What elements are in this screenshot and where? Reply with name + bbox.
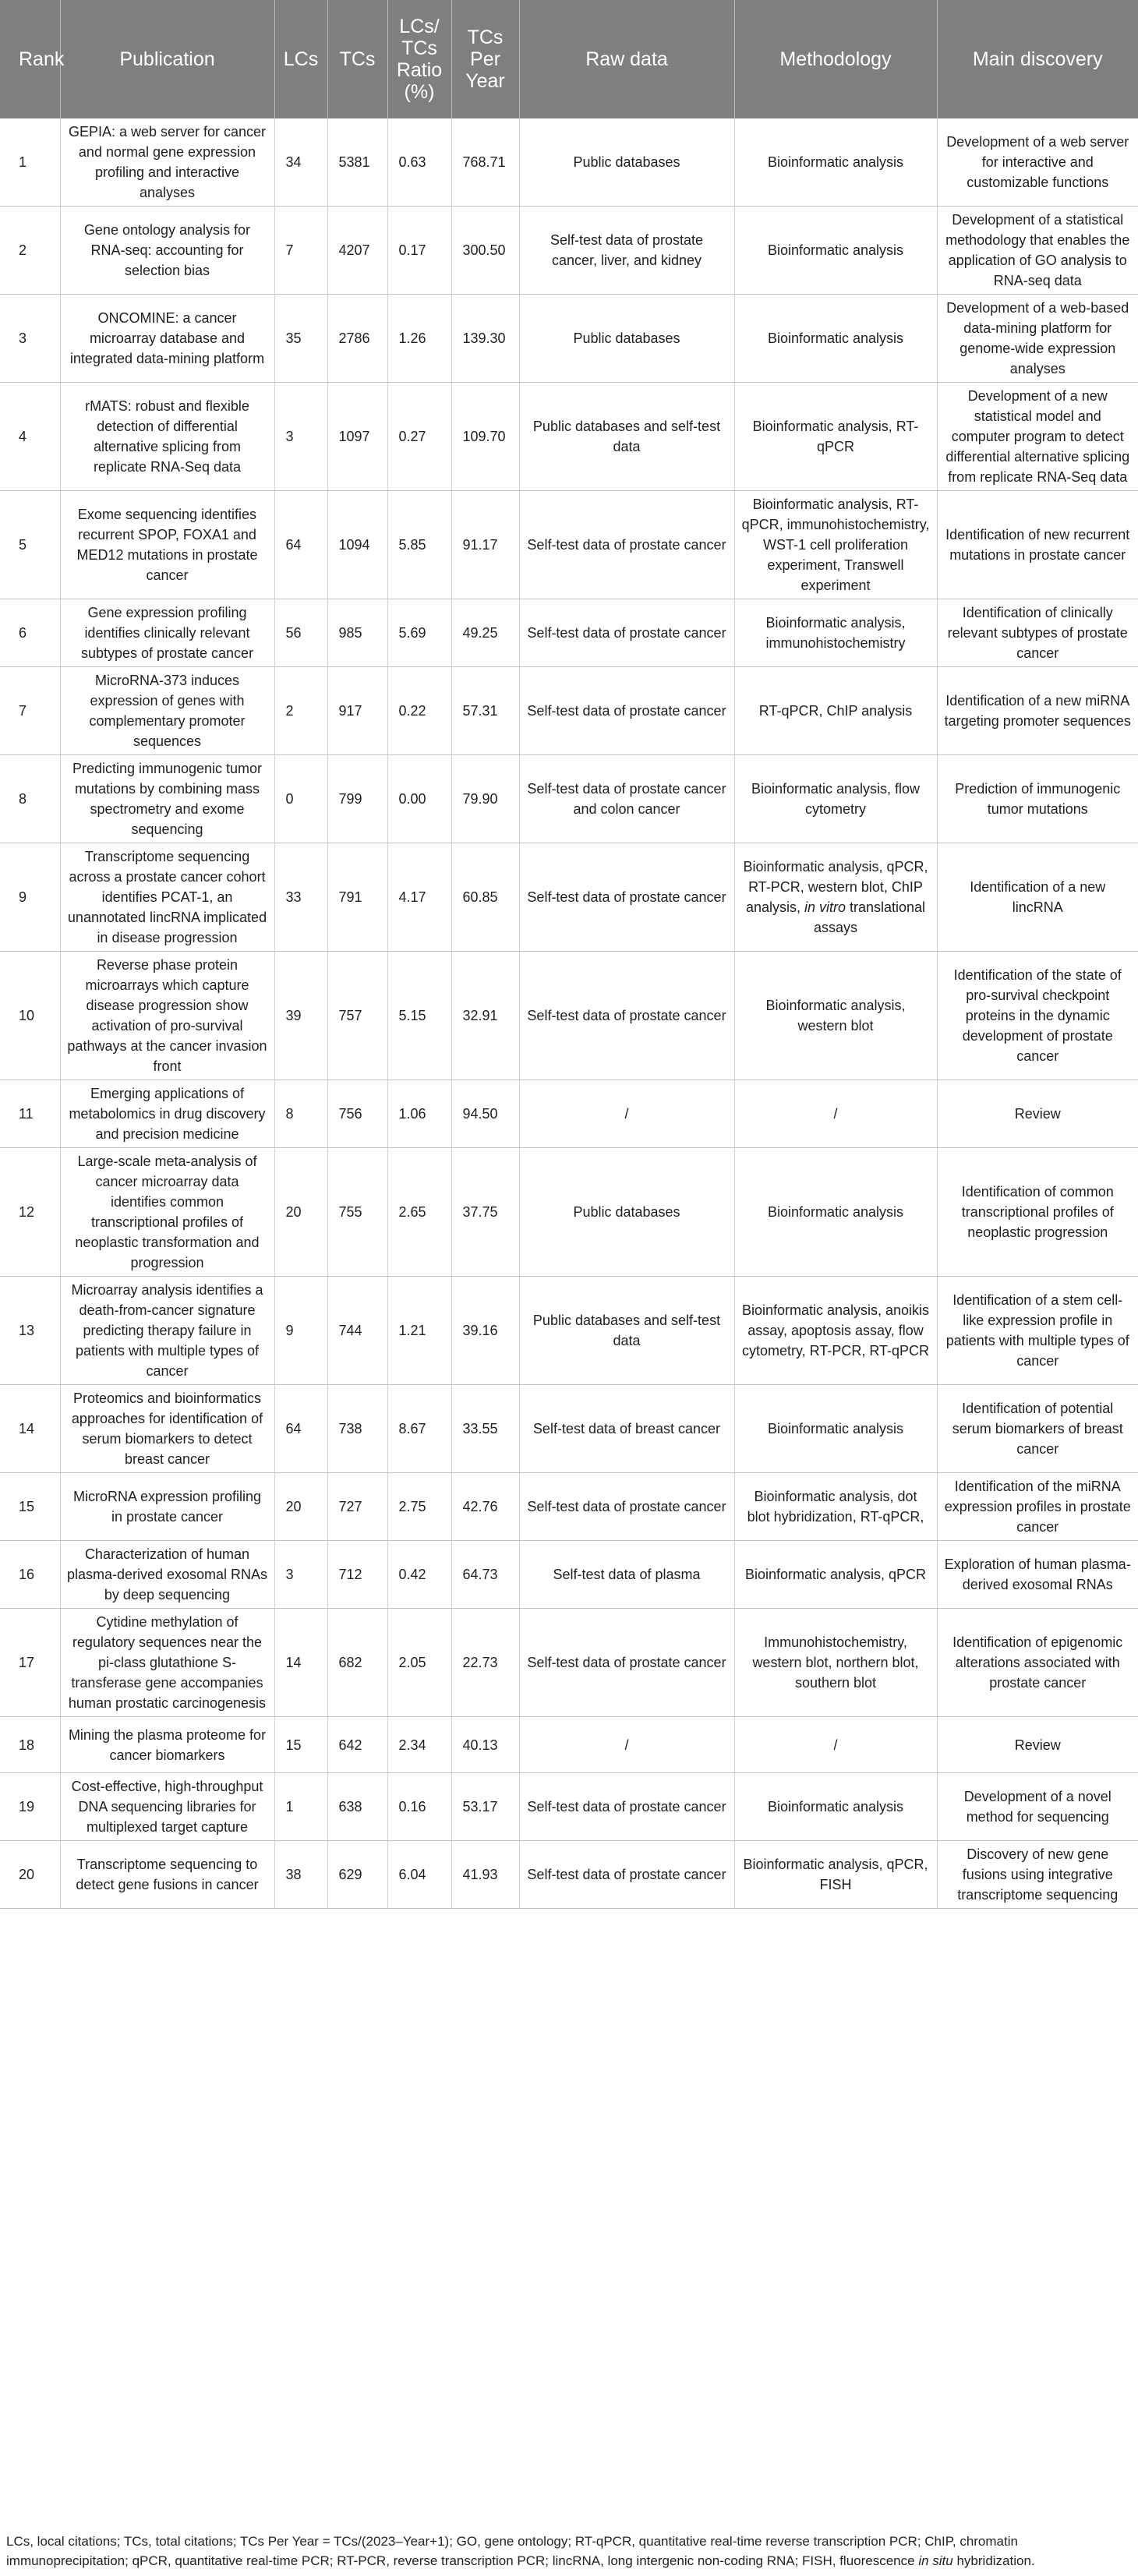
cell-rank: 18 — [0, 1717, 60, 1773]
cell-raw-data: Self-test data of prostate cancer — [519, 667, 734, 755]
cell-tcs-per-year: 33.55 — [451, 1385, 519, 1473]
cell-publication: Mining the plasma proteome for cancer biomarkers — [60, 1717, 274, 1773]
cell-raw-data: Public databases — [519, 1148, 734, 1277]
cell-rank: 10 — [0, 952, 60, 1080]
cell-raw-data: Public databases — [519, 295, 734, 383]
cell-tcs: 756 — [327, 1080, 387, 1148]
cell-main-discovery: Development of a novel method for sequencing — [937, 1773, 1138, 1841]
cell-tcs: 727 — [327, 1473, 387, 1541]
cell-main-discovery: Review — [937, 1080, 1138, 1148]
cell-lcs: 7 — [274, 207, 327, 295]
cell-lcs: 34 — [274, 118, 327, 207]
cell-tcs-per-year: 57.31 — [451, 667, 519, 755]
cell-main-discovery: Identification of clinically relevant subtypes of prostate cancer — [937, 599, 1138, 667]
cell-raw-data: Self-test data of prostate cancer — [519, 1609, 734, 1717]
cell-methodology: RT-qPCR, ChIP analysis — [734, 667, 937, 755]
cell-tcs-per-year: 53.17 — [451, 1773, 519, 1841]
table-row — [0, 1717, 1138, 1773]
cell-ratio: 0.22 — [387, 667, 451, 755]
footnote-italic: in situ — [918, 2553, 953, 2568]
cell-lcs: 3 — [274, 1541, 327, 1609]
cell-methodology: Bioinformatic analysis, dot blot hybridization, RT-qPCR, — [734, 1473, 937, 1541]
cell-tcs-per-year: 32.91 — [451, 952, 519, 1080]
cell-main-discovery: Identification of the miRNA expression profiles in prostate cancer — [937, 1473, 1138, 1541]
cell-raw-data: Self-test data of prostate cancer — [519, 599, 734, 667]
cell-rank: 20 — [0, 1841, 60, 1909]
cell-rank: 2 — [0, 207, 60, 295]
cell-tcs: 985 — [327, 599, 387, 667]
cell-methodology: / — [734, 1080, 937, 1148]
cell-rank: 19 — [0, 1773, 60, 1841]
table-row — [0, 1473, 1138, 1541]
cell-methodology: Bioinformatic analysis — [734, 207, 937, 295]
cell-publication: Transcriptome sequencing to detect gene fusions in cancer — [60, 1841, 274, 1909]
table-row — [0, 1080, 1138, 1148]
cell-tcs: 712 — [327, 1541, 387, 1609]
cell-raw-data: Self-test data of prostate cancer and colon cancer — [519, 755, 734, 843]
cell-tcs: 5381 — [327, 118, 387, 207]
cell-lcs: 0 — [274, 755, 327, 843]
cell-tcs: 757 — [327, 952, 387, 1080]
cell-tcs: 629 — [327, 1841, 387, 1909]
cell-raw-data: Self-test data of prostate cancer — [519, 1773, 734, 1841]
cell-tcs-per-year: 41.93 — [451, 1841, 519, 1909]
table-footnote — [6, 2532, 1132, 2571]
cell-main-discovery: Development of a new statistical model and computer program to detect differential alternative splicing from replicate RNA-Seq data — [937, 383, 1138, 491]
cell-raw-data: Public databases and self-test data — [519, 1277, 734, 1385]
cell-lcs: 15 — [274, 1717, 327, 1773]
header-tcs: TCs — [327, 0, 387, 118]
cell-lcs: 38 — [274, 1841, 327, 1909]
cell-methodology: Bioinformatic analysis, western blot — [734, 952, 937, 1080]
table-row — [0, 1609, 1138, 1717]
cell-ratio: 0.27 — [387, 383, 451, 491]
cell-lcs: 3 — [274, 383, 327, 491]
table-row — [0, 599, 1138, 667]
cell-tcs-per-year: 300.50 — [451, 207, 519, 295]
cell-ratio: 5.15 — [387, 952, 451, 1080]
cell-rank: 9 — [0, 843, 60, 952]
header-ratio: LCs/ TCs Ratio (%) — [387, 0, 451, 118]
cell-rank: 5 — [0, 491, 60, 599]
cell-methodology: Bioinformatic analysis, flow cytometry — [734, 755, 937, 843]
cell-lcs: 9 — [274, 1277, 327, 1385]
table-row — [0, 755, 1138, 843]
cell-ratio: 1.26 — [387, 295, 451, 383]
table-row — [0, 667, 1138, 755]
cell-rank: 8 — [0, 755, 60, 843]
cell-tcs: 4207 — [327, 207, 387, 295]
cell-tcs: 791 — [327, 843, 387, 952]
cell-ratio: 1.21 — [387, 1277, 451, 1385]
table-row — [0, 1148, 1138, 1277]
cell-raw-data: Self-test data of prostate cancer — [519, 491, 734, 599]
table-row — [0, 1277, 1138, 1385]
cell-tcs-per-year: 94.50 — [451, 1080, 519, 1148]
cell-main-discovery: Development of a statistical methodology that enables the application of GO analysis to RNA-seq data — [937, 207, 1138, 295]
cell-publication: MicroRNA expression profiling in prostate cancer — [60, 1473, 274, 1541]
cell-rank: 14 — [0, 1385, 60, 1473]
cell-publication: Characterization of human plasma-derived exosomal RNAs by deep sequencing — [60, 1541, 274, 1609]
table-row — [0, 491, 1138, 599]
cell-rank: 3 — [0, 295, 60, 383]
cell-tcs: 744 — [327, 1277, 387, 1385]
cell-main-discovery: Development of a web-based data-mining platform for genome-wide expression analyses — [937, 295, 1138, 383]
cell-publication: rMATS: robust and flexible detection of differential alternative splicing from replicate RNA-Seq data — [60, 383, 274, 491]
cell-tcs-per-year: 79.90 — [451, 755, 519, 843]
cell-main-discovery: Prediction of immunogenic tumor mutations — [937, 755, 1138, 843]
cell-lcs: 64 — [274, 1385, 327, 1473]
cell-lcs: 33 — [274, 843, 327, 952]
cell-methodology: Bioinformatic analysis, immunohistochemistry — [734, 599, 937, 667]
cell-lcs: 35 — [274, 295, 327, 383]
cell-tcs-per-year: 39.16 — [451, 1277, 519, 1385]
table-row — [0, 207, 1138, 295]
cell-publication: Cytidine methylation of regulatory sequences near the pi-class glutathione S-transferase gene accompanies human prostatic carcinogenesis — [60, 1609, 274, 1717]
cell-ratio: 0.16 — [387, 1773, 451, 1841]
cell-methodology: / — [734, 1717, 937, 1773]
cell-methodology: Bioinformatic analysis — [734, 1148, 937, 1277]
cell-tcs-per-year: 139.30 — [451, 295, 519, 383]
cell-tcs-per-year: 109.70 — [451, 383, 519, 491]
cell-rank: 15 — [0, 1473, 60, 1541]
cell-rank: 13 — [0, 1277, 60, 1385]
cell-main-discovery: Identification of common transcriptional profiles of neoplastic progression — [937, 1148, 1138, 1277]
cell-ratio: 2.34 — [387, 1717, 451, 1773]
table-row — [0, 295, 1138, 383]
cell-methodology: Bioinformatic analysis, RT-qPCR, immunohistochemistry, WST-1 cell proliferation experiment, Transwell experiment — [734, 491, 937, 599]
cell-rank: 17 — [0, 1609, 60, 1717]
cell-ratio: 0.63 — [387, 118, 451, 207]
cell-methodology: Bioinformatic analysis, qPCR — [734, 1541, 937, 1609]
cell-ratio: 0.00 — [387, 755, 451, 843]
cell-ratio: 1.06 — [387, 1080, 451, 1148]
cell-tcs-per-year: 64.73 — [451, 1541, 519, 1609]
cell-publication: Reverse phase protein microarrays which capture disease progression show activation of pro-survival pathways at the cancer invasion front — [60, 952, 274, 1080]
cell-rank: 1 — [0, 118, 60, 207]
cell-raw-data: Self-test data of prostate cancer — [519, 952, 734, 1080]
cell-methodology: Bioinformatic analysis, qPCR, FISH — [734, 1841, 937, 1909]
cell-ratio: 2.65 — [387, 1148, 451, 1277]
cell-main-discovery: Development of a web server for interactive and customizable functions — [937, 118, 1138, 207]
table-row — [0, 1385, 1138, 1473]
cell-publication: Emerging applications of metabolomics in drug discovery and precision medicine — [60, 1080, 274, 1148]
cell-tcs-per-year: 768.71 — [451, 118, 519, 207]
header-rank: Rank — [0, 0, 60, 118]
table-row — [0, 952, 1138, 1080]
footnote-text: LCs, local citations; TCs, total citations; TCs Per Year = TCs/(2023–Year+1); GO, gene ontology; RT-qPCR, quantitative real-time reverse transcription PCR; ChIP, chromatin immunoprecipitation; qPCR, quantitative real-time PCR; RT-PCR, reverse transcription PCR; lincRNA, long intergenic non-coding RNA; FISH, fluorescence — [6, 2534, 1018, 2568]
cell-ratio: 4.17 — [387, 843, 451, 952]
cell-tcs: 799 — [327, 755, 387, 843]
cell-raw-data: Self-test data of prostate cancer — [519, 1841, 734, 1909]
cell-raw-data: Self-test data of prostate cancer, liver, and kidney — [519, 207, 734, 295]
cell-lcs: 56 — [274, 599, 327, 667]
cell-raw-data: Public databases and self-test data — [519, 383, 734, 491]
table-row — [0, 1541, 1138, 1609]
cell-tcs: 2786 — [327, 295, 387, 383]
cell-publication: Large-scale meta-analysis of cancer microarray data identifies common transcriptional profiles of neoplastic transformation and progression — [60, 1148, 274, 1277]
cell-publication: MicroRNA-373 induces expression of genes with complementary promoter sequences — [60, 667, 274, 755]
cell-raw-data: Public databases — [519, 118, 734, 207]
cell-publication: Gene ontology analysis for RNA-seq: accounting for selection bias — [60, 207, 274, 295]
cell-methodology: Bioinformatic analysis, anoikis assay, apoptosis assay, flow cytometry, RT-PCR, RT-qPCR — [734, 1277, 937, 1385]
cell-main-discovery: Identification of a new miRNA targeting promoter sequences — [937, 667, 1138, 755]
cell-publication: Transcriptome sequencing across a prostate cancer cohort identifies PCAT-1, an unannotated lincRNA implicated in disease progression — [60, 843, 274, 952]
cell-tcs: 1097 — [327, 383, 387, 491]
cell-tcs: 682 — [327, 1609, 387, 1717]
cell-tcs-per-year: 22.73 — [451, 1609, 519, 1717]
cell-lcs: 39 — [274, 952, 327, 1080]
cell-rank: 12 — [0, 1148, 60, 1277]
cell-rank: 7 — [0, 667, 60, 755]
cell-main-discovery: Identification of a new lincRNA — [937, 843, 1138, 952]
cell-ratio: 5.69 — [387, 599, 451, 667]
cell-methodology: Bioinformatic analysis, RT-qPCR — [734, 383, 937, 491]
cell-publication: GEPIA: a web server for cancer and normal gene expression profiling and interactive analyses — [60, 118, 274, 207]
table-row — [0, 843, 1138, 952]
cell-methodology: Bioinformatic analysis — [734, 1773, 937, 1841]
cell-lcs: 14 — [274, 1609, 327, 1717]
cell-tcs-per-year: 37.75 — [451, 1148, 519, 1277]
cell-lcs: 20 — [274, 1473, 327, 1541]
table-row — [0, 1841, 1138, 1909]
cell-raw-data: Self-test data of prostate cancer — [519, 1473, 734, 1541]
table-row — [0, 118, 1138, 207]
table-body — [0, 118, 1138, 1909]
cell-methodology: Bioinformatic analysis — [734, 295, 937, 383]
cell-publication: Predicting immunogenic tumor mutations by combining mass spectrometry and exome sequencing — [60, 755, 274, 843]
cell-tcs-per-year: 42.76 — [451, 1473, 519, 1541]
cell-raw-data: / — [519, 1717, 734, 1773]
footnote-text-end: hybridization. — [952, 2553, 1035, 2568]
cell-main-discovery: Identification of new recurrent mutations in prostate cancer — [937, 491, 1138, 599]
cell-publication: Microarray analysis identifies a death-from-cancer signature predicting therapy failure in patients with multiple types of cancer — [60, 1277, 274, 1385]
cell-publication: Cost-effective, high-throughput DNA sequencing libraries for multiplexed target capture — [60, 1773, 274, 1841]
cell-ratio: 0.42 — [387, 1541, 451, 1609]
cell-methodology: Bioinformatic analysis — [734, 1385, 937, 1473]
cell-raw-data: Self-test data of plasma — [519, 1541, 734, 1609]
header-raw-data: Raw data — [519, 0, 734, 118]
cell-main-discovery: Identification of epigenomic alterations associated with prostate cancer — [937, 1609, 1138, 1717]
cell-lcs: 8 — [274, 1080, 327, 1148]
cell-tcs: 917 — [327, 667, 387, 755]
cell-rank: 16 — [0, 1541, 60, 1609]
cell-tcs: 738 — [327, 1385, 387, 1473]
cell-main-discovery: Review — [937, 1717, 1138, 1773]
cell-raw-data: Self-test data of breast cancer — [519, 1385, 734, 1473]
cell-ratio: 5.85 — [387, 491, 451, 599]
cell-publication: Proteomics and bioinformatics approaches for identification of serum biomarkers to detect breast cancer — [60, 1385, 274, 1473]
header-lcs: LCs — [274, 0, 327, 118]
table-row — [0, 1773, 1138, 1841]
cell-rank: 4 — [0, 383, 60, 491]
cell-ratio: 2.75 — [387, 1473, 451, 1541]
cell-main-discovery: Identification of a stem cell-like expression profile in patients with multiple types of cancer — [937, 1277, 1138, 1385]
cell-ratio: 6.04 — [387, 1841, 451, 1909]
cell-main-discovery: Discovery of new gene fusions using integrative transcriptome sequencing — [937, 1841, 1138, 1909]
cell-ratio: 2.05 — [387, 1609, 451, 1717]
cell-lcs: 64 — [274, 491, 327, 599]
cell-raw-data: / — [519, 1080, 734, 1148]
cell-tcs: 638 — [327, 1773, 387, 1841]
cell-main-discovery: Identification of the state of pro-survival checkpoint proteins in the dynamic development of prostate cancer — [937, 952, 1138, 1080]
cell-publication: Gene expression profiling identifies clinically relevant subtypes of prostate cancer — [60, 599, 274, 667]
cell-lcs: 2 — [274, 667, 327, 755]
cell-main-discovery: Identification of potential serum biomarkers of breast cancer — [937, 1385, 1138, 1473]
cell-lcs: 20 — [274, 1148, 327, 1277]
cell-methodology: Bioinformatic analysis — [734, 118, 937, 207]
cell-raw-data: Self-test data of prostate cancer — [519, 843, 734, 952]
header-main-discovery: Main discovery — [937, 0, 1138, 118]
header-tcs-per-year: TCs Per Year — [451, 0, 519, 118]
cell-rank: 11 — [0, 1080, 60, 1148]
header-methodology: Methodology — [734, 0, 937, 118]
cell-rank: 6 — [0, 599, 60, 667]
cell-tcs: 1094 — [327, 491, 387, 599]
cell-tcs: 642 — [327, 1717, 387, 1773]
cell-tcs-per-year: 40.13 — [451, 1717, 519, 1773]
cell-methodology: Immunohistochemistry, western blot, northern blot, southern blot — [734, 1609, 937, 1717]
cell-main-discovery: Exploration of human plasma-derived exosomal RNAs — [937, 1541, 1138, 1609]
cell-tcs-per-year: 60.85 — [451, 843, 519, 952]
cell-tcs-per-year: 91.17 — [451, 491, 519, 599]
cell-publication: Exome sequencing identifies recurrent SPOP, FOXA1 and MED12 mutations in prostate cancer — [60, 491, 274, 599]
cell-methodology: Bioinformatic analysis, qPCR, RT-PCR, western blot, ChIP analysis, in vitro translational assays — [734, 843, 937, 952]
cell-ratio: 8.67 — [387, 1385, 451, 1473]
table-row — [0, 383, 1138, 491]
cell-tcs: 755 — [327, 1148, 387, 1277]
cell-lcs: 1 — [274, 1773, 327, 1841]
table-header — [0, 0, 1138, 118]
header-publication: Publication — [60, 0, 274, 118]
cell-publication: ONCOMINE: a cancer microarray database and integrated data-mining platform — [60, 295, 274, 383]
cell-tcs-per-year: 49.25 — [451, 599, 519, 667]
cell-ratio: 0.17 — [387, 207, 451, 295]
